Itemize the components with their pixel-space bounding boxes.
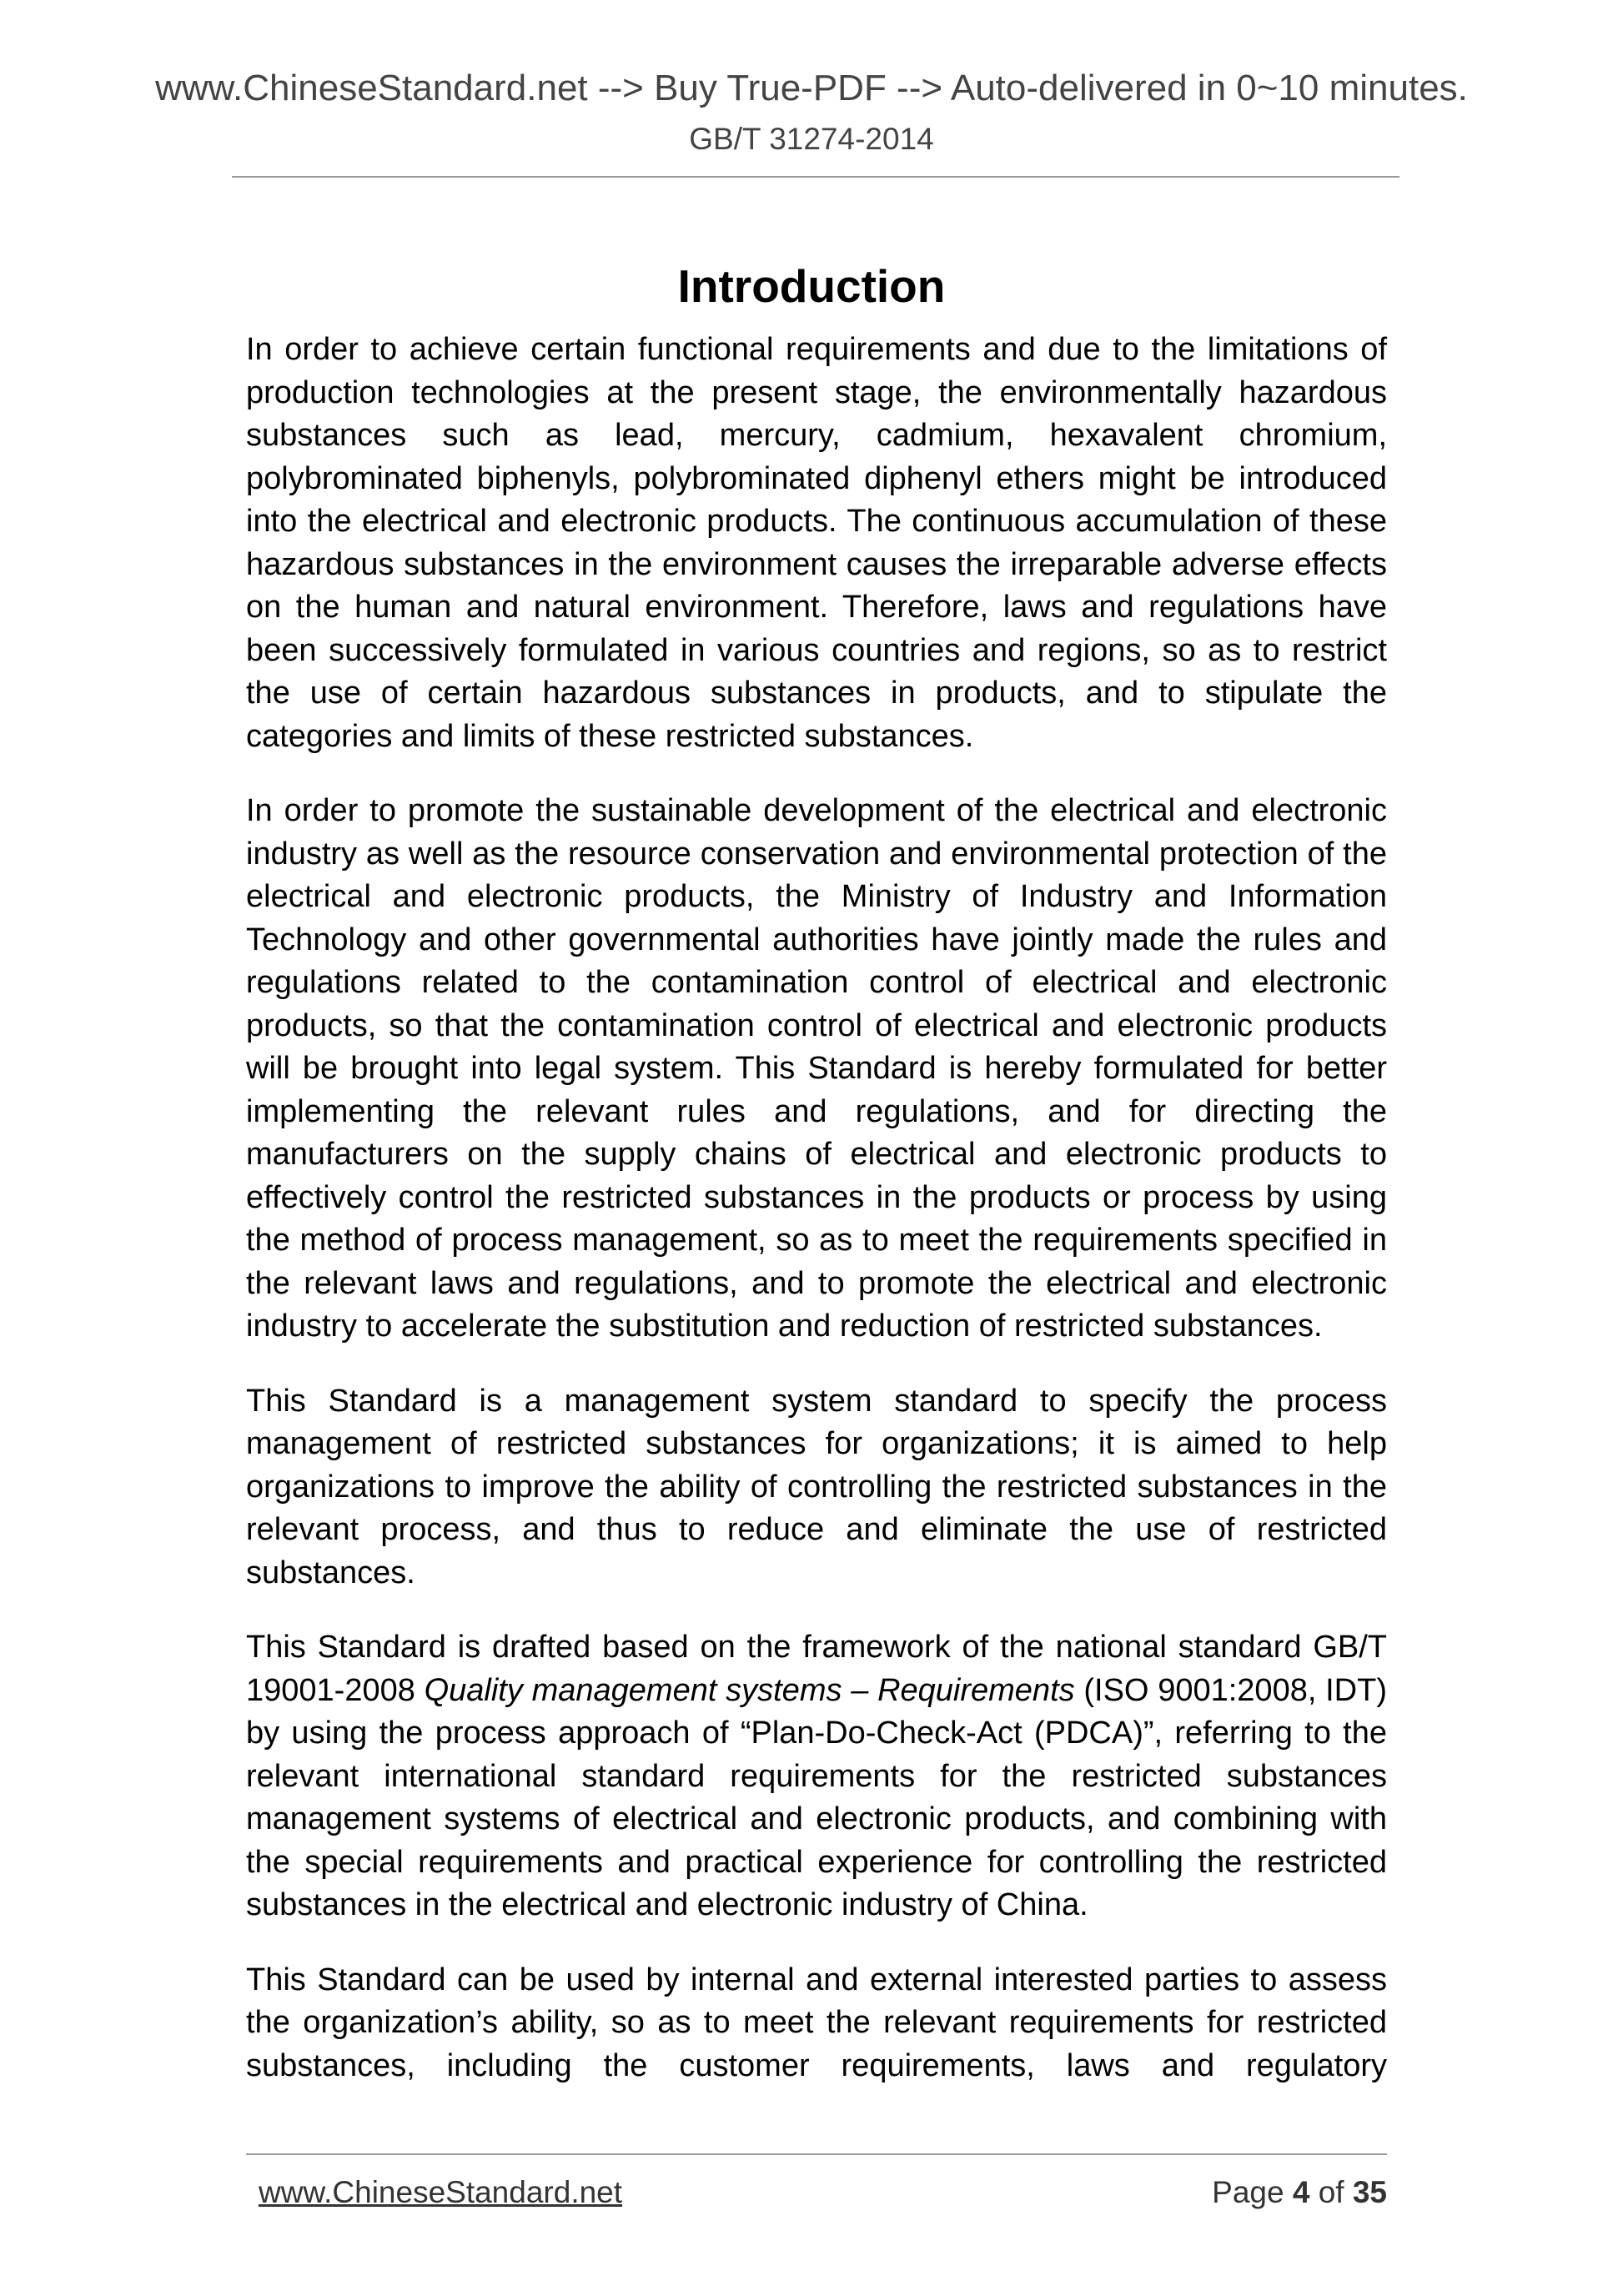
paragraph-4 — [246, 1626, 1387, 1927]
total-pages: 35 — [1352, 2175, 1387, 2209]
page-of-label: of — [1318, 2175, 1344, 2209]
document-body — [246, 329, 1387, 2088]
standard-title-italic: Quality management systems – Requirements — [424, 1672, 1075, 1708]
paragraph-4-text-after: (ISO 9001:2008, IDT) by using the process approach of “Plan-Do-Check-Act (PDCA)”, referring to the relevant international standard requirements for the restricted substances management systems of electrical and electronic products, and combining with the special requirements and practical experience for controlling the restricted substances in the electrical and electronic industry of China. — [246, 1672, 1387, 1922]
current-page: 4 — [1292, 2175, 1310, 2209]
paragraph-2: In order to promote the sustainable development of the electrical and electronic industry as well as the resource conservation and environmental protection of the electrical and electronic products, the Ministry of Industry and Information Technology and other governmental authorities have jointly made the rules and regulations related to the contamination control of electrical and electronic products, so that the contamination control of electrical and electronic products will be brought into legal system. This Standard is hereby formulated for better implementing the relevant rules and regulations, and for directing the manufacturers on the supply chains of electrical and electronic products to effectively control the restricted substances in the products or process by using the method of process management, so as to meet the requirements specified in the relevant laws and regulations, and to promote the electrical and electronic industry to accelerate the substitution and reduction of restricted substances. — [246, 793, 1387, 1344]
paragraph-3: This Standard is a management system standard to specify the process management of restricted substances for organizations; it is aimed to help organizations to improve the ability of controlling the restricted substances in the relevant process, and thus to reduce and eliminate the use of restricted substances. — [246, 1383, 1387, 1590]
footer-website-link[interactable]: www.ChineseStandard.net — [259, 2175, 623, 2209]
page-number — [1212, 2173, 1387, 2212]
header-divider — [232, 176, 1399, 178]
page-title: Introduction — [677, 259, 946, 312]
page-label: Page — [1212, 2175, 1284, 2209]
header-banner: www.ChineseStandard.net --> Buy True-PDF --> Auto-delivered in 0~10 minutes. — [155, 68, 1468, 108]
footer-divider — [246, 2153, 1387, 2155]
paragraph-4-text-before: This Standard is drafted based on the framework of the national standard GB/T 19001-2008 — [246, 1630, 1387, 1708]
paragraph-1: In order to achieve certain functional requirements and due to the limitations of production technologies at the present stage, the environmentally hazardous substances such as lead, mercury, cadmium, hexavalent chromium, polybrominated biphenyls, polybrominated diphenyl ethers might be introduced into the electrical and electronic products. The continuous accumulation of these hazardous substances in the environment causes the irreparable adverse effects on the human and natural environment. Therefore, laws and regulations have been successively formulated in various countries and regions, so as to restrict the use of certain hazardous substances in products, and to stipulate the categories and limits of these restricted substances. — [246, 332, 1387, 754]
paragraph-5: This Standard can be used by internal and external interested parties to assess the organization’s ability, so as to meet the relevant requirements for restricted substances, including the customer requirements, laws and regulatory — [246, 1962, 1387, 2083]
document-code: GB/T 31274-2014 — [689, 122, 934, 156]
